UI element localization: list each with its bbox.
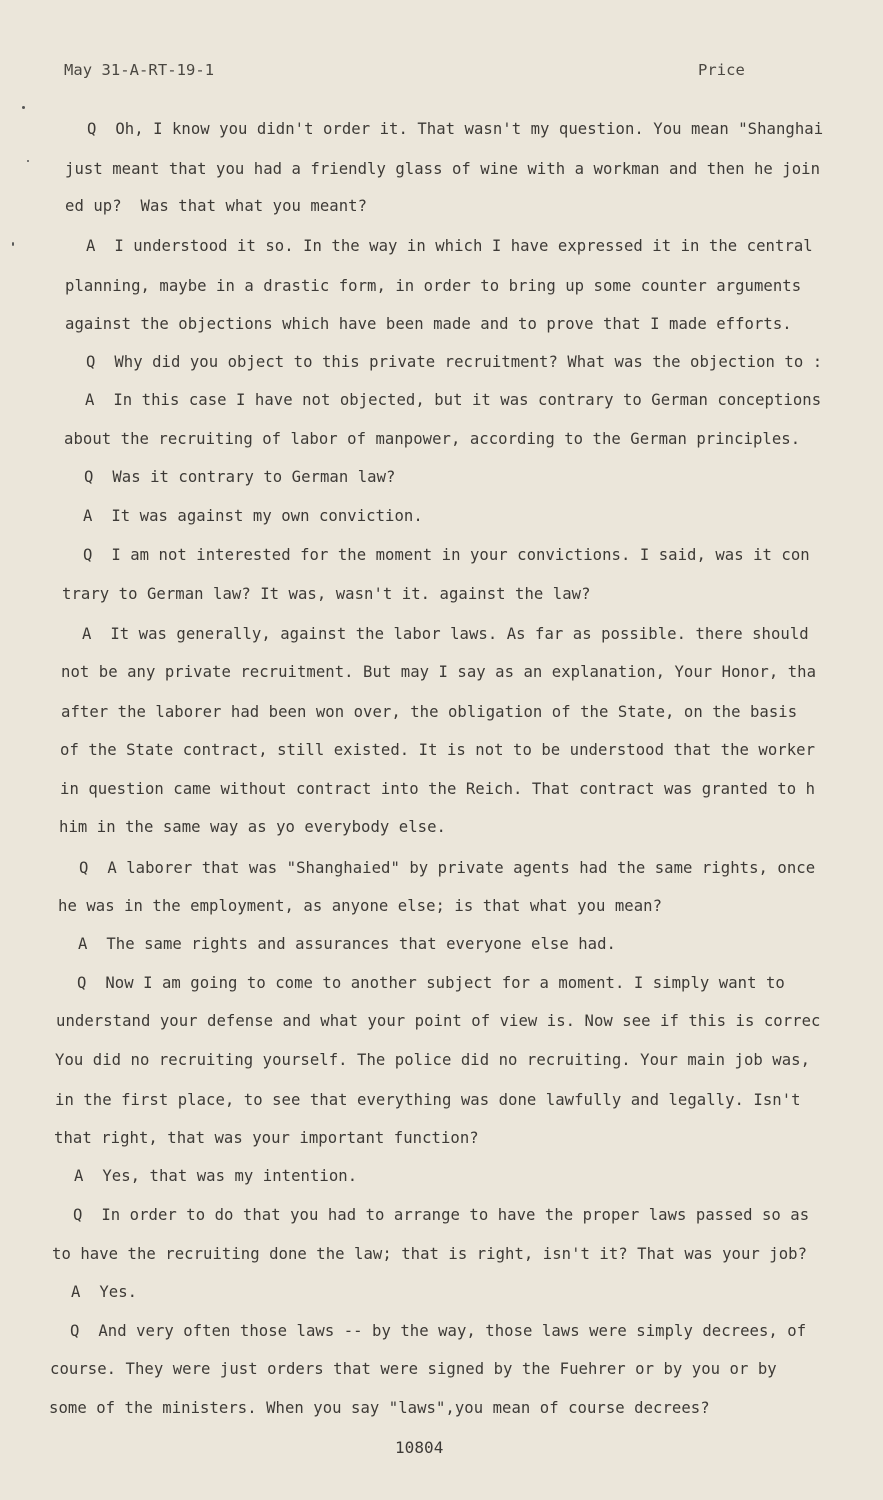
transcript-line: Q Was it contrary to German law? — [84, 468, 396, 486]
transcript-line: to have the recruiting done the law; that is right, isn't it? That was your job? — [52, 1245, 808, 1263]
witness-name: Price — [698, 61, 745, 79]
transcript-line: Q In order to do that you had to arrange to have the proper laws passed so as — [73, 1206, 810, 1224]
transcript-line: Q Now I am going to come to another subject for a moment. I simply want to — [77, 974, 785, 992]
transcript-line: planning, maybe in a drastic form, in order to bring up some counter arguments — [65, 277, 802, 295]
transcript-line: that right, that was your important function? — [54, 1129, 479, 1147]
transcript-line: not be any private recruitment. But may I say as an explanation, Your Honor, tha — [61, 663, 817, 681]
transcript-line: about the recruiting of labor of manpower, according to the German principles. — [64, 430, 801, 448]
transcript-line: A It was generally, against the labor laws. As far as possible. there should — [82, 625, 809, 643]
transcript-line: Q A laborer that was "Shanghaied" by private agents had the same rights, once — [79, 859, 816, 877]
transcript-line: A Yes, that was my intention. — [74, 1167, 358, 1185]
margin-mark — [22, 106, 25, 109]
transcript-line: trary to German law? It was, wasn't it. against the law? — [62, 585, 591, 603]
transcript-line: some of the ministers. When you say "laws",you mean of course decrees? — [49, 1399, 710, 1417]
transcript-line: him in the same way as yo everybody else. — [59, 818, 446, 836]
transcript-line: Q I am not interested for the moment in your convictions. I said, was it con — [83, 546, 810, 564]
transcript-line: A I understood it so. In the way in which I have expressed it in the central — [86, 237, 813, 255]
transcript-line: You did no recruiting yourself. The police did no recruiting. Your main job was, — [55, 1051, 811, 1069]
transcript-line: A In this case I have not objected, but it was contrary to German conceptions — [85, 391, 822, 409]
transcript-line: ed up? Was that what you meant? — [65, 197, 368, 215]
transcript-line: Q Why did you object to this private recruitment? What was the objection to : — [86, 353, 823, 371]
transcript-line: Q Oh, I know you didn't order it. That wasn't my question. You mean "Shanghai — [87, 120, 824, 138]
transcript-line: A The same rights and assurances that everyone else had. — [78, 935, 616, 953]
transcript-line: in question came without contract into the Reich. That contract was granted to h — [60, 780, 816, 798]
transcript-line: Q And very often those laws -- by the way, those laws were simply decrees, of — [70, 1322, 807, 1340]
document-reference: May 31-A-RT-19-1 — [64, 61, 215, 79]
transcript-line: just meant that you had a friendly glass of wine with a workman and then he join — [65, 160, 821, 178]
transcript-line: A It was against my own conviction. — [83, 507, 423, 525]
margin-mark — [27, 160, 29, 162]
transcript-line: course. They were just orders that were signed by the Fuehrer or by you or by — [50, 1360, 777, 1378]
transcript-line: of the State contract, still existed. It is not to be understood that the worker — [60, 741, 816, 759]
transcript-line: after the laborer had been won over, the obligation of the State, on the basis — [61, 703, 798, 721]
transcript-line: understand your defense and what your point of view is. Now see if this is correc — [56, 1012, 821, 1030]
transcript-line: A Yes. — [71, 1283, 138, 1301]
margin-mark — [12, 242, 14, 246]
transcript-line: in the first place, to see that everything was done lawfully and legally. Isn't — [55, 1091, 801, 1109]
page-number: 10804 — [395, 1438, 444, 1457]
transcript-line: he was in the employment, as anyone else; is that what you mean? — [58, 897, 663, 915]
transcript-line: against the objections which have been made and to prove that I made efforts. — [65, 315, 792, 333]
